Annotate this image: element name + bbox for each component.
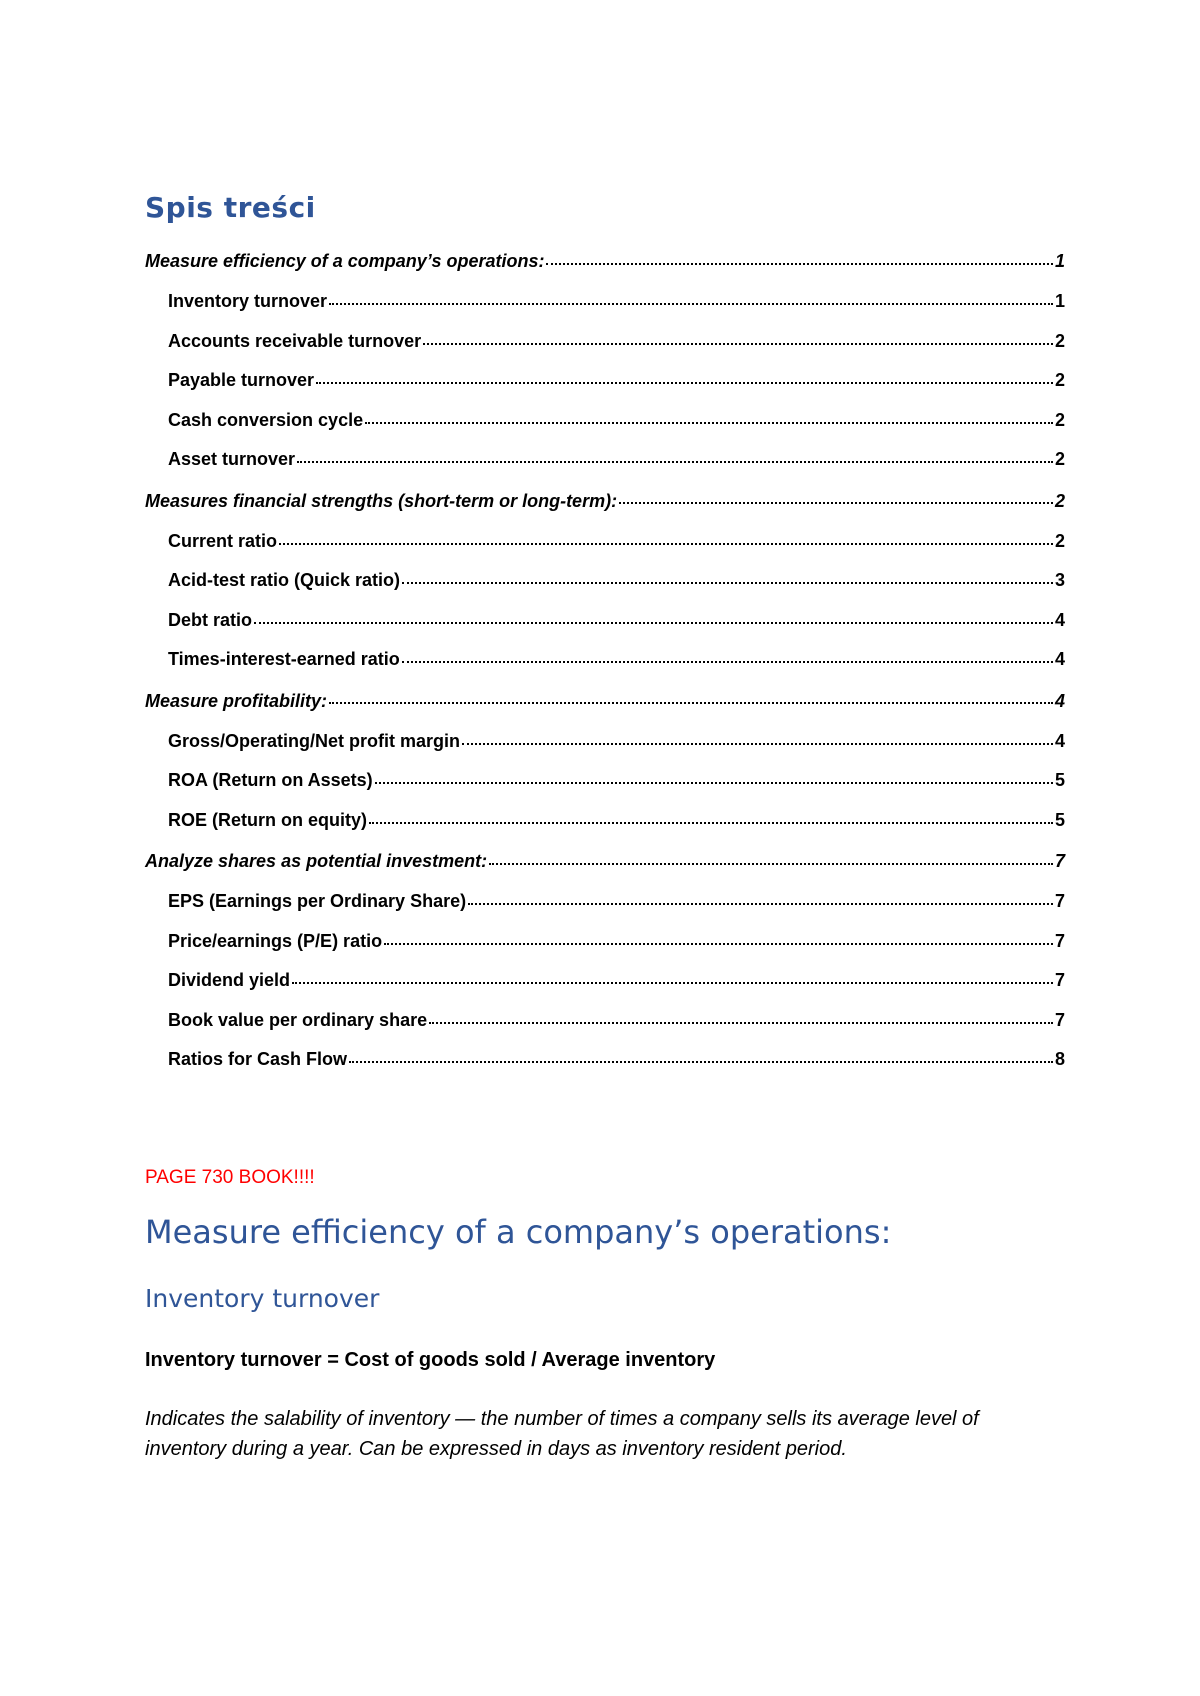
toc-dot-leader [254, 621, 1053, 624]
toc-entry-subsection[interactable] [145, 361, 1065, 401]
toc-dot-leader [384, 942, 1053, 945]
page-reference-note: PAGE 730 BOOK!!!! [145, 1167, 315, 1188]
toc-entry-label: Measure profitability: [145, 690, 328, 711]
toc-entry-section[interactable] [145, 680, 1065, 722]
toc-entry-subsection[interactable] [145, 1040, 1065, 1080]
toc-dot-leader [279, 542, 1053, 545]
toc-dot-leader [369, 821, 1053, 824]
formula-text: Inventory turnover = Cost of goods sold / Average inventory [145, 1349, 716, 1371]
toc-entry-subsection[interactable] [145, 561, 1065, 601]
toc-dot-leader [462, 742, 1053, 745]
toc-entry-subsection[interactable] [145, 322, 1065, 362]
toc-entry-page-number: 7 [1054, 851, 1065, 871]
toc-entry-subsection[interactable] [145, 282, 1065, 322]
toc-entry-page-number: 2 [1054, 409, 1065, 430]
toc-entry-section[interactable] [145, 240, 1065, 282]
table-of-contents [145, 240, 1065, 1080]
toc-entry-label: Payable turnover [168, 370, 315, 390]
toc-entry-label: Acid-test ratio (Quick ratio) [168, 570, 401, 590]
toc-entry-label: EPS (Earnings per Ordinary Share) [168, 891, 467, 911]
toc-dot-leader [292, 981, 1053, 984]
toc-entry-label: Dividend yield [168, 970, 291, 990]
toc-entry-page-number: 7 [1054, 970, 1065, 990]
toc-dot-leader [402, 581, 1053, 584]
toc-entry-subsection[interactable] [145, 961, 1065, 1001]
toc-entry-page-number: 1 [1054, 291, 1065, 311]
toc-entry-label: Book value per ordinary share [168, 1009, 428, 1030]
subsection-heading: Inventory turnover [145, 1284, 380, 1313]
toc-entry-page-number: 2 [1054, 370, 1065, 390]
toc-entry-label: Analyze shares as potential investment: [145, 851, 488, 871]
toc-dot-leader [365, 421, 1053, 424]
toc-entry-subsection[interactable] [145, 440, 1065, 480]
description-text: Indicates the salability of inventory — the number of times a company sells its average level of inventory during a year. Can be expressed in days as inventory resident period. [145, 1408, 979, 1460]
toc-entry-page-number: 4 [1054, 730, 1065, 751]
toc-entry-label: Gross/Operating/Net profit margin [168, 730, 461, 751]
toc-entry-section[interactable] [145, 480, 1065, 522]
toc-dot-leader [468, 902, 1053, 905]
toc-entry-label: Debt ratio [168, 609, 253, 630]
toc-dot-leader [375, 781, 1053, 784]
toc-entry-label: Measures financial strengths (short-term or long-term): [145, 490, 618, 511]
toc-dot-leader [349, 1060, 1053, 1063]
toc-entry-subsection[interactable] [145, 601, 1065, 641]
toc-entry-subsection[interactable] [145, 801, 1065, 841]
toc-entry-label: Price/earnings (P/E) ratio [168, 930, 383, 951]
toc-dot-leader [489, 862, 1053, 865]
toc-entry-page-number: 4 [1054, 609, 1065, 630]
toc-entry-label: Current ratio [168, 530, 278, 551]
toc-entry-page-number: 4 [1054, 649, 1065, 669]
toc-dot-leader [423, 342, 1053, 345]
toc-dot-leader [402, 660, 1053, 663]
toc-entry-subsection[interactable] [145, 922, 1065, 962]
toc-entry-page-number: 7 [1054, 891, 1065, 911]
toc-entry-label: Inventory turnover [168, 291, 328, 311]
toc-entry-page-number: 8 [1054, 1049, 1065, 1069]
toc-entry-page-number: 2 [1054, 490, 1065, 511]
toc-entry-label: Times-interest-earned ratio [168, 649, 400, 669]
toc-entry-label: Cash conversion cycle [168, 409, 364, 430]
toc-dot-leader [546, 262, 1053, 265]
toc-entry-page-number: 2 [1054, 530, 1065, 551]
toc-entry-label: Asset turnover [168, 449, 296, 469]
toc-entry-subsection[interactable] [145, 761, 1065, 801]
toc-entry-label: Ratios for Cash Flow [168, 1049, 348, 1069]
toc-entry-page-number: 3 [1054, 570, 1065, 590]
toc-dot-leader [329, 302, 1053, 305]
toc-entry-page-number: 4 [1054, 690, 1065, 711]
toc-entry-page-number: 5 [1054, 770, 1065, 790]
toc-entry-page-number: 7 [1054, 930, 1065, 951]
section-heading: Measure efficiency of a company’s operations: [145, 1213, 892, 1251]
toc-entry-page-number: 2 [1054, 449, 1065, 469]
toc-dot-leader [619, 501, 1053, 504]
toc-dot-leader [329, 701, 1053, 704]
toc-entry-label: Measure efficiency of a company’s operations: [145, 251, 545, 271]
toc-entry-subsection[interactable] [145, 640, 1065, 680]
toc-entry-section[interactable] [145, 840, 1065, 882]
toc-entry-subsection[interactable] [145, 722, 1065, 762]
toc-entry-label: Accounts receivable turnover [168, 330, 422, 351]
toc-entry-subsection[interactable] [145, 401, 1065, 441]
toc-entry-page-number: 5 [1054, 809, 1065, 830]
toc-entry-page-number: 1 [1054, 251, 1065, 271]
toc-entry-subsection[interactable] [145, 522, 1065, 562]
toc-entry-subsection[interactable] [145, 882, 1065, 922]
toc-dot-leader [297, 460, 1053, 463]
toc-heading: Spis treści [145, 191, 316, 224]
toc-entry-label: ROE (Return on equity) [168, 809, 367, 830]
toc-entry-page-number: 2 [1054, 330, 1065, 351]
toc-entry-label: ROA (Return on Assets) [168, 770, 373, 790]
toc-dot-leader [316, 381, 1053, 384]
toc-entry-page-number: 7 [1054, 1009, 1065, 1030]
toc-dot-leader [429, 1021, 1053, 1024]
toc-entry-subsection[interactable] [145, 1001, 1065, 1041]
